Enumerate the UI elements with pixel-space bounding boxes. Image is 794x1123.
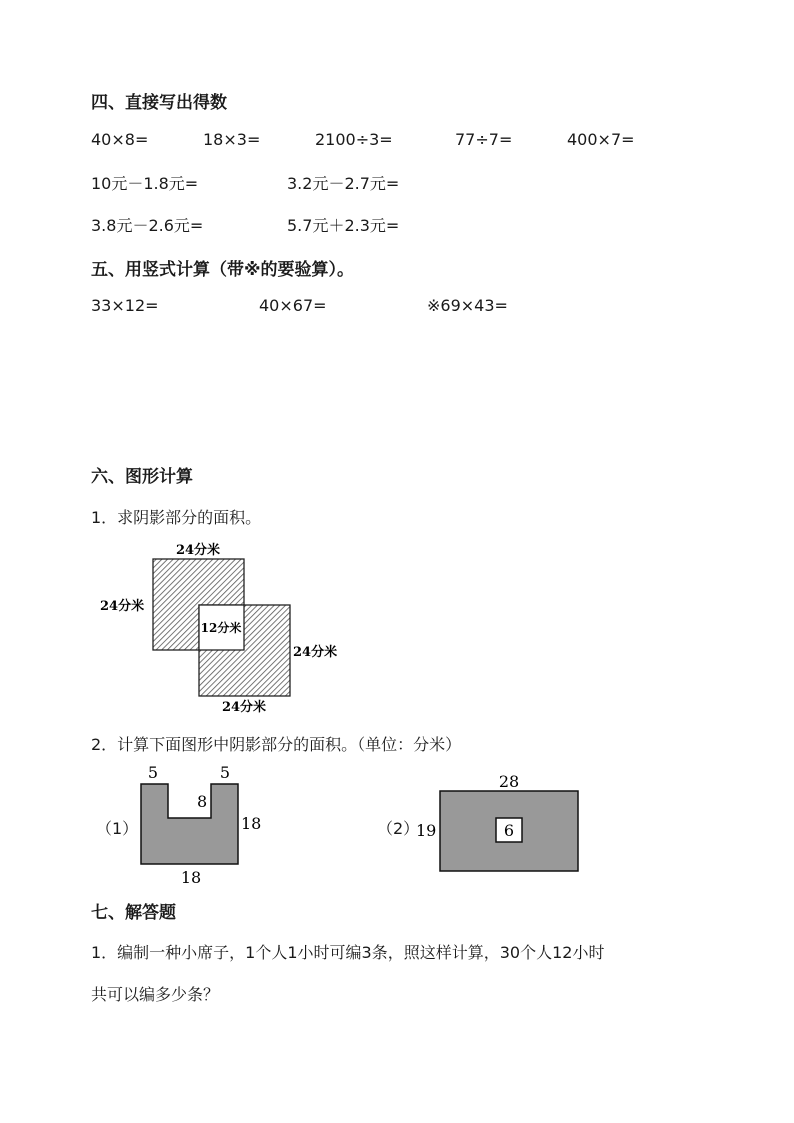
question-7-1-line-1: 1．编制一种小席子，1个人1小时可编3条，照这样计算，30个人12小时 [91, 943, 605, 962]
label-top: 24分米 [175, 543, 221, 558]
label-inner-side: 6 [503, 821, 515, 840]
label-left: 24分米 [100, 599, 145, 614]
vertical-calc-item: ※69×43= [427, 296, 508, 315]
section-6-title: 六、图形计算 [91, 467, 193, 487]
u-shape-figure [135, 758, 270, 890]
rectangle-with-hole-figure [412, 768, 587, 878]
arith-item: 18×3= [203, 130, 261, 149]
arith-item: 77÷7= [455, 130, 513, 149]
label-top-left: 5 [147, 763, 159, 782]
arith-item: 400×7= [567, 130, 635, 149]
section-4-title: 四、直接写出得数 [91, 93, 227, 113]
figure-2-label: （2） [377, 819, 420, 838]
label-bottom-side: 18 [180, 868, 202, 887]
vertical-calc-item: 40×67= [259, 296, 327, 315]
question-6-1-text: 1．求阴影部分的面积。 [91, 508, 262, 527]
label-top-right: 5 [219, 763, 231, 782]
arith-item: 3.2元－2.7元= [287, 174, 400, 193]
label-bottom: 24分米 [221, 700, 267, 715]
label-center: 12分米 [200, 621, 242, 635]
label-notch-depth: 8 [197, 792, 208, 811]
section-7-title: 七、解答题 [91, 903, 176, 923]
question-6-2-text: 2．计算下面图形中阴影部分的面积。（单位：分米） [91, 735, 462, 754]
arith-item: 5.7元＋2.3元= [287, 216, 400, 235]
section-5-title: 五、用竖式计算（带※的要验算）。 [91, 260, 355, 280]
label-right-side: 18 [241, 814, 262, 833]
arith-item: 3.8元－2.6元= [91, 216, 204, 235]
arith-item: 40×8= [91, 130, 149, 149]
label-left-height: 19 [416, 821, 437, 840]
arith-item: 10元－1.8元= [91, 174, 199, 193]
vertical-calc-item: 33×12= [91, 296, 159, 315]
figure-1-label: （1） [96, 819, 139, 838]
label-right: 24分米 [293, 645, 338, 660]
u-shape [141, 784, 238, 864]
arith-item: 2100÷3= [315, 130, 393, 149]
overlapping-squares-figure [95, 535, 355, 717]
question-7-1-line-2: 共可以编多少条？ [91, 985, 220, 1004]
label-top-width: 28 [498, 772, 520, 791]
